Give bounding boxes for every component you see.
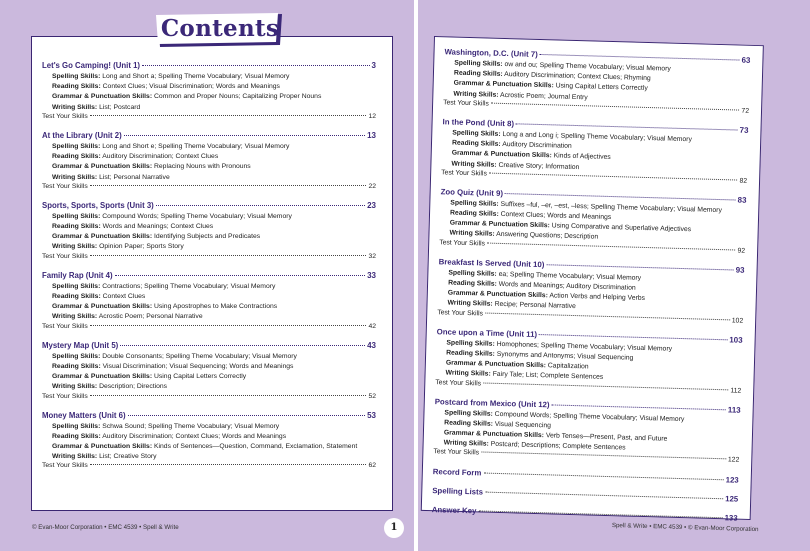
test-page-number: 52 [368, 392, 376, 400]
test-your-skills-label: Test Your Skills [42, 112, 88, 120]
unit-entry [441, 117, 749, 187]
unit-title-row[interactable] [42, 411, 376, 422]
unit-title-row[interactable] [42, 201, 376, 212]
skill-label: Grammar & Punctuation Skills: [52, 443, 153, 451]
skill-text: Visual Discrimination; Visual Sequencing; Words and Meanings [102, 362, 294, 370]
test-page-number: 12 [368, 112, 376, 120]
skill-label: Spelling Skills: [52, 282, 101, 290]
dot-leader [120, 345, 365, 346]
unit-title: Postcard from Mexico (Unit 12) [434, 396, 550, 410]
skill-text: Using Apostrophes to Make Contractions [153, 303, 278, 311]
skill-label: Writing Skills: [52, 453, 98, 461]
skill-label: Writing Skills: [453, 90, 499, 99]
skill-text: Using Comparative and Superlative Adjectives [551, 222, 692, 234]
unit-page-number: 43 [367, 340, 376, 350]
skill-line [42, 382, 376, 392]
skill-text: Auditory Discrimination; Context Clues [102, 153, 219, 161]
skill-text: Synonyms and Antonyms; Visual Sequencing [496, 350, 634, 362]
unit-title: Family Rap (Unit 4) [42, 270, 113, 280]
dot-leader [124, 135, 365, 136]
skill-label: Reading Skills: [451, 139, 501, 149]
skill-text: Verb Tenses—Present, Past, and Future [545, 432, 668, 443]
dot-leader [90, 115, 367, 116]
skill-line [42, 422, 376, 432]
left-units-list [42, 61, 376, 481]
skill-line [42, 352, 376, 362]
skill-text: Context Clues [102, 293, 146, 300]
unit-title: Breakfast Is Served (Unit 10) [438, 257, 545, 269]
skill-text: List; Creative Story [99, 453, 157, 461]
skill-text: Replacing Nouns with Pronouns [153, 163, 251, 171]
skill-text: Fairy Tale; List; Complete Sentences [492, 371, 604, 382]
skill-label: Writing Skills: [52, 243, 98, 251]
extra-row[interactable] [432, 505, 738, 525]
test-your-skills-label: Test Your Skills [433, 448, 480, 457]
skill-line [42, 282, 376, 292]
dot-leader [90, 395, 367, 396]
skill-label: Grammar & Punctuation Skills: [445, 359, 547, 370]
unit-page-number: 103 [729, 335, 743, 345]
skill-label: Grammar & Punctuation Skills: [453, 79, 554, 90]
test-your-skills-label: Test Your Skills [437, 308, 484, 318]
skill-text: Long and Short a; Spelling Theme Vocabulary; Visual Memory [102, 73, 290, 80]
unit-title: Let's Go Camping! (Unit 1) [42, 61, 141, 70]
skill-label: Grammar & Punctuation Skills: [52, 233, 153, 241]
skill-line [42, 242, 376, 252]
skill-text: Homophones; Spelling Theme Vocabulary; Visual Memory [496, 340, 673, 353]
page-title: Contents [160, 15, 280, 42]
skill-label: Grammar & Punctuation Skills: [443, 429, 545, 440]
test-page-number: 92 [737, 247, 746, 255]
extra-page-number: 123 [725, 474, 739, 485]
skill-text: Identifying Subjects and Predicates [153, 233, 261, 241]
skill-text: Using Capital Letters Correctly [555, 82, 648, 93]
test-page-number: 72 [741, 107, 750, 115]
skill-line [42, 142, 376, 152]
unit-title: At the Library (Unit 2) [42, 130, 122, 140]
unit-entry [42, 201, 376, 263]
skill-label: Grammar & Punctuation Skills: [447, 289, 548, 300]
unit-title: Once upon a Time (Unit 11) [436, 326, 538, 339]
unit-page-number: 3 [371, 61, 376, 70]
unit-page-number: 93 [735, 265, 745, 275]
test-your-skills-label: Test Your Skills [42, 322, 88, 330]
dot-leader [516, 123, 738, 130]
unit-entry [42, 411, 376, 473]
skill-label: Reading Skills: [52, 293, 101, 300]
left-contents-box [31, 36, 393, 511]
unit-entry [435, 327, 743, 397]
dot-leader [128, 415, 365, 416]
extra-row[interactable] [432, 486, 738, 506]
test-page-number: 42 [368, 322, 376, 330]
extras-list [432, 467, 739, 525]
unit-entry [437, 257, 745, 327]
test-your-skills-row[interactable] [42, 462, 376, 472]
skill-text: Capitalization [547, 362, 589, 371]
skill-text: Visual Sequencing [494, 420, 552, 430]
skill-line [42, 232, 376, 242]
skill-line [42, 212, 376, 222]
extra-row[interactable] [433, 467, 739, 487]
skill-text: Compound Words; Spelling Theme Vocabulary; Visual Memory [102, 212, 292, 220]
skill-line [42, 302, 376, 312]
test-your-skills-row[interactable] [42, 113, 376, 123]
skill-line [42, 312, 376, 322]
dot-leader [485, 491, 723, 499]
skill-line [42, 292, 376, 302]
dot-leader [540, 54, 740, 61]
test-your-skills-row[interactable] [42, 393, 376, 403]
skill-label: Reading Skills: [444, 419, 494, 428]
unit-page-number: 53 [367, 410, 376, 420]
skill-line [42, 152, 376, 162]
test-your-skills-label: Test Your Skills [42, 182, 88, 190]
unit-entry [439, 187, 747, 257]
test-your-skills-label: Test Your Skills [42, 462, 88, 470]
skill-label: Writing Skills: [52, 313, 98, 321]
skill-label: Writing Skills: [449, 229, 495, 239]
skill-label: Reading Skills: [52, 432, 101, 440]
skill-label: Spelling Skills: [52, 73, 101, 80]
skill-text: Opinion Paper; Sports Story [99, 243, 184, 251]
unit-entry [42, 271, 376, 333]
skill-text: Compound Words; Spelling Theme Vocabulary; Visual Memory [494, 410, 685, 423]
skill-line [42, 72, 376, 82]
skill-label: Spelling Skills: [52, 212, 101, 220]
dot-leader [483, 472, 723, 480]
footer-right: Spell & Write • EMC 4539 • © Evan-Moor Corporation [611, 522, 759, 534]
test-page-number: 32 [368, 252, 376, 260]
test-your-skills-label: Test Your Skills [443, 99, 489, 108]
unit-page-number: 113 [727, 405, 741, 415]
unit-title: Mystery Map (Unit 5) [42, 340, 119, 350]
skill-label: Writing Skills: [447, 299, 493, 309]
extra-page-number: 125 [725, 493, 739, 504]
skill-line [42, 92, 376, 102]
unit-page-number: 83 [737, 195, 747, 205]
extra-title: Spelling Lists [432, 485, 484, 497]
test-page-number: 102 [731, 316, 744, 325]
skill-line [42, 162, 376, 172]
skill-label: Writing Skills: [445, 369, 491, 379]
skill-label: Spelling Skills: [454, 59, 503, 68]
unit-entry [42, 61, 376, 123]
unit-entry [433, 397, 741, 467]
dot-leader [546, 264, 733, 270]
unit-title-row[interactable] [42, 131, 376, 142]
skill-text: Contractions; Spelling Theme Vocabulary; Visual Memory [102, 282, 276, 290]
skill-label: Grammar & Punctuation Skills: [52, 303, 153, 311]
skill-text: Auditory Discrimination; Context Clues; Words and Meanings [102, 432, 287, 440]
skill-label: Writing Skills: [443, 439, 489, 448]
unit-title: In the Pond (Unit 8) [442, 117, 515, 129]
skill-text: Auditory Discrimination [502, 141, 572, 151]
test-your-skills-label: Test Your Skills [42, 392, 88, 400]
skill-text: Recipe; Personal Narrative [494, 301, 576, 311]
skill-text: Context Clues; Words and Meanings [500, 210, 612, 222]
skill-label: Reading Skills: [52, 153, 101, 161]
skill-label: Spelling Skills: [52, 352, 101, 360]
right-contents-box [421, 36, 764, 523]
skill-label: Spelling Skills: [444, 409, 493, 418]
skill-text: Suffixes –ful, –er, –est, –less; Spelling Theme Vocabulary; Visual Memory [500, 200, 722, 214]
skill-label: Grammar & Punctuation Skills: [52, 373, 153, 381]
test-your-skills-label: Test Your Skills [435, 378, 482, 387]
skill-line [42, 82, 376, 92]
skill-text: List; Postcard [99, 103, 141, 111]
test-your-skills-row[interactable] [42, 323, 376, 333]
skill-line [42, 103, 376, 113]
unit-title: Money Matters (Unit 6) [42, 410, 126, 420]
skill-text: Words and Meanings; Context Clues [102, 223, 214, 231]
dot-leader [90, 325, 367, 326]
skill-label: Grammar & Punctuation Skills: [451, 149, 552, 160]
skill-text: Answering Questions; Description [496, 231, 599, 242]
unit-page-number: 73 [739, 125, 749, 135]
skill-text: Words and Meanings; Auditory Discrimination [498, 280, 636, 292]
unit-title: Washington, D.C. (Unit 7) [444, 47, 538, 59]
extra-title: Record Form [432, 466, 482, 478]
skill-line [42, 362, 376, 372]
test-your-skills-row[interactable] [42, 253, 376, 263]
right-units-wrapper [431, 47, 750, 532]
dot-leader [90, 255, 367, 256]
unit-title: Sports, Sports, Sports (Unit 3) [42, 200, 154, 210]
dot-leader [505, 193, 736, 200]
dot-leader [142, 65, 370, 66]
skill-label: Writing Skills: [52, 173, 98, 181]
skill-label: Writing Skills: [451, 160, 497, 169]
unit-title-row[interactable] [42, 341, 376, 352]
skill-text: Acrostic Poem; Journal Entry [500, 91, 588, 101]
skill-text: Auditory Discrimination; Context Clues; Rhyming [504, 71, 651, 83]
dot-leader [478, 510, 722, 518]
skill-text: Kinds of Sentences—Question, Command, Exclamation, Statement [153, 443, 358, 451]
right-units-list [433, 47, 750, 467]
dot-leader [552, 404, 726, 410]
skill-text: ea; Spelling Theme Vocabulary; Visual Memory [498, 270, 642, 282]
skill-label: Writing Skills: [52, 383, 98, 391]
skill-line [42, 173, 376, 183]
unit-title-row[interactable] [42, 61, 376, 72]
skill-text: Description; Directions [99, 383, 168, 391]
unit-entry [443, 47, 751, 117]
skill-label: Reading Skills: [52, 362, 101, 370]
skill-text: List; Personal Narrative [99, 173, 170, 181]
skill-line [42, 222, 376, 232]
unit-title-row[interactable] [42, 271, 376, 282]
skill-label: Spelling Skills: [52, 142, 101, 150]
skill-line [42, 372, 376, 382]
unit-page-number: 63 [741, 55, 751, 65]
test-your-skills-label: Test Your Skills [439, 238, 486, 248]
unit-title: Zoo Quiz (Unit 9) [440, 187, 504, 198]
skill-text: Using Capital Letters Correctly [153, 373, 247, 381]
test-your-skills-label: Test Your Skills [441, 168, 487, 178]
skill-label: Reading Skills: [448, 279, 497, 288]
skill-text: ow and ou; Spelling Theme Vocabulary; Visual Memory [504, 60, 671, 73]
footer-left: © Evan-Moor Corporation • EMC 4539 • Spell & Write [32, 524, 179, 531]
skill-label: Writing Skills: [52, 103, 98, 111]
skill-label: Grammar & Punctuation Skills: [52, 163, 153, 171]
test-your-skills-row[interactable] [42, 183, 376, 193]
skill-label: Reading Skills: [52, 223, 101, 231]
skill-label: Reading Skills: [52, 83, 101, 91]
dot-leader [156, 205, 365, 206]
skill-text: Schwa Sound; Spelling Theme Vocabulary; Visual Memory [102, 422, 280, 430]
test-your-skills-label: Test Your Skills [42, 252, 88, 260]
skill-label: Reading Skills: [446, 349, 495, 358]
skill-label: Reading Skills: [453, 69, 503, 79]
skill-label: Grammar & Punctuation Skills: [52, 93, 153, 101]
dot-leader [539, 334, 727, 340]
skill-text: Acrostic Poem; Personal Narrative [98, 313, 203, 321]
skill-label: Reading Skills: [449, 209, 499, 218]
skill-text: Long and Short e; Spelling Theme Vocabulary; Visual Memory [102, 142, 290, 150]
skill-text: Double Consonants; Spelling Theme Vocabulary; Visual Memory [102, 352, 297, 360]
skill-text: Common and Proper Nouns; Capitalizing Proper Nouns [153, 93, 322, 101]
skill-label: Spelling Skills: [446, 339, 495, 348]
test-page-number: 62 [368, 462, 376, 470]
skill-text: Action Verbs and Helping Verbs [549, 292, 646, 303]
title-banner [154, 12, 286, 48]
unit-page-number: 13 [367, 130, 376, 140]
skill-line [42, 432, 376, 442]
unit-page-number: 23 [367, 200, 376, 210]
test-page-number: 112 [730, 386, 742, 395]
dot-leader [90, 185, 367, 186]
dot-leader [115, 275, 365, 276]
skill-text: Creative Story; Information [498, 161, 580, 171]
test-page-number: 122 [727, 456, 740, 465]
test-page-number: 82 [739, 177, 748, 185]
extra-title: Answer Key [431, 504, 477, 515]
skill-text: Postcard; Descriptions; Complete Sentences [490, 440, 626, 452]
test-page-number: 22 [368, 182, 376, 190]
unit-entry [42, 131, 376, 193]
skill-text: Kinds of Adjectives [553, 152, 611, 162]
extra-page-number: 133 [724, 512, 738, 523]
skill-label: Spelling Skills: [452, 129, 501, 138]
unit-entry [42, 341, 376, 403]
skill-line [42, 442, 376, 452]
skill-label: Spelling Skills: [52, 422, 101, 430]
skill-label: Spelling Skills: [450, 199, 499, 208]
skill-text: Context Clues; Visual Discrimination; Words and Meanings [102, 83, 280, 91]
skill-label: Spelling Skills: [448, 269, 497, 278]
skill-line [42, 452, 376, 462]
page-number-left: 1 [384, 518, 404, 538]
skill-text: Long a and Long i; Spelling Theme Vocabulary; Visual Memory [502, 130, 692, 144]
dot-leader [90, 464, 367, 465]
unit-page-number: 33 [367, 270, 376, 280]
skill-label: Grammar & Punctuation Skills: [449, 219, 550, 230]
